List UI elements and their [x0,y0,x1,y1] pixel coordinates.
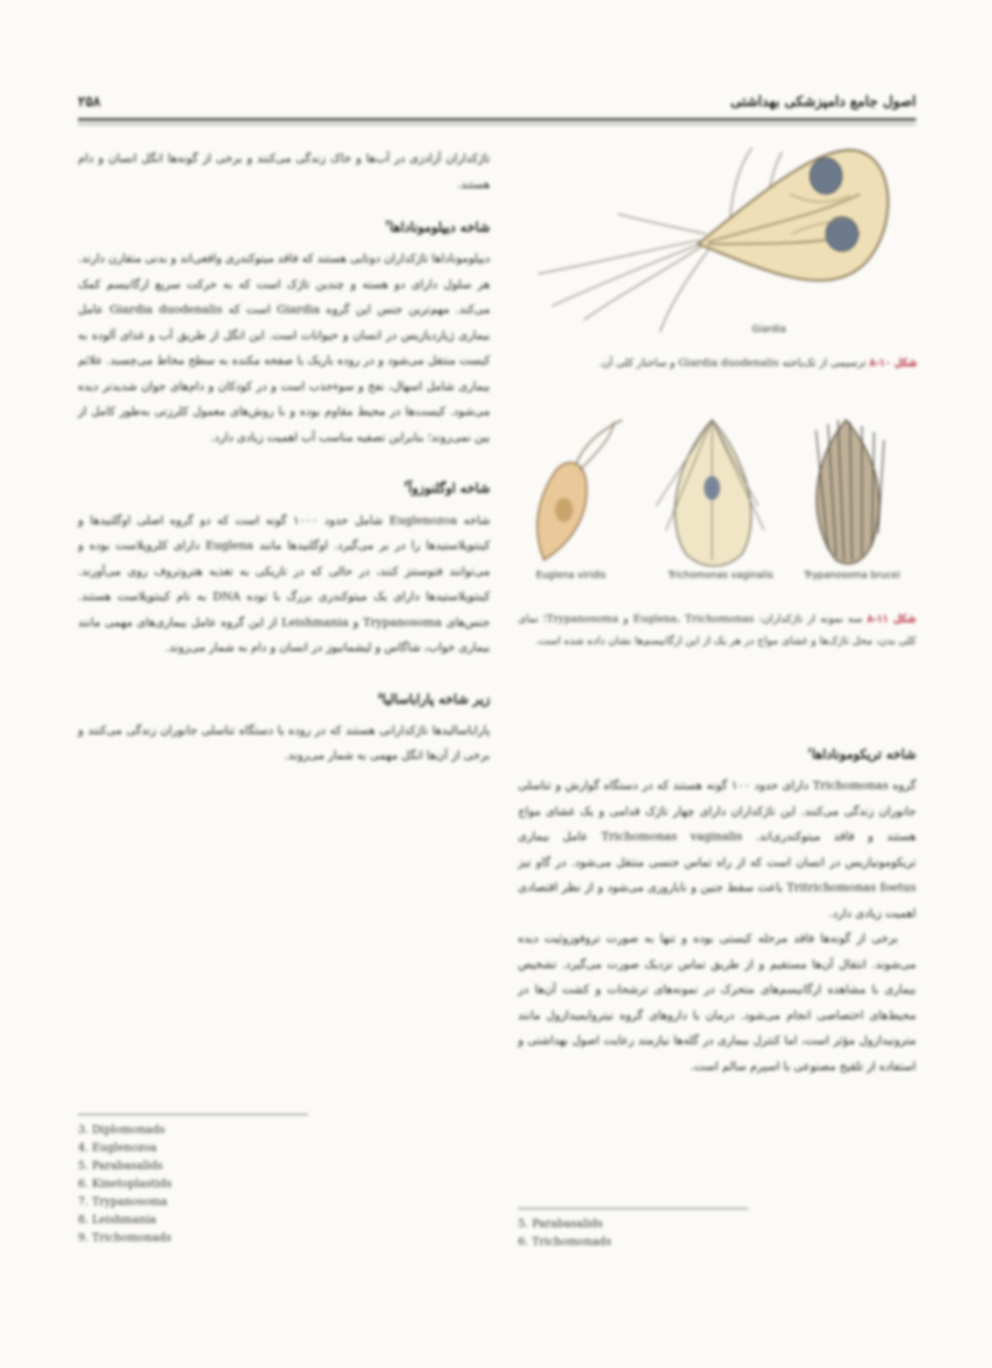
left-footnotes [78,1114,490,1247]
footnote: 6. Kinetoplastids [78,1177,172,1190]
figure-flagellates [516,410,918,590]
section-title-diplomonads: شاخه دیپلوموناداها$^۳$ [385,218,490,236]
footnote-rule [78,1114,308,1115]
footnote: 6. Trichomonads [518,1235,612,1248]
figure-caption-text: ترسیمی از تک‌یاخته Giardia duodenalis و ساختار کلی آن. [598,357,867,369]
trypanosoma-drawing [816,420,884,564]
section-text-continued: برخی از گونه‌ها فاقد مرحله کیستی بوده و تنها به صورت تروفوزوئیت دیده می‌شوند. انتقال آن‌ها مستقیم و از طریق تماس نزدیک صورت می‌گیرد. تشخیص بیماری با مشاهده ارگانیسم‌های متحرک در نمونه‌های ترشحات و کشت آن‌ها در محیط‌های اختصاصی انجام می‌شود. درمان با داروهای گروه نیتروایمیدازول مانند مترونیدازول مؤثر است، اما کنترل بیماری در گله‌ها نیازمند رعایت اصول بهداشتی و استفاده از تلقیح مصنوعی با اسپرم سالم است. [518,931,916,1073]
footnote: 3. Diplomonads [78,1123,165,1136]
left-column [78,146,490,769]
section-title-parabasalids: زیر شاخه پاراباسالیا$^۵$ [377,689,490,707]
column-intro: تاژکداران آزادزی در آب‌ها و خاک زندگی می‌کنند و برخی از گونه‌ها انگل انسان و دام هستند. [78,151,490,191]
figure-sublabel-euglena: Euglena viridis [536,570,606,581]
footnote: 4. Euglenozoa [78,1141,157,1154]
figure-caption-text: سه نمونه از تاژکداران: Euglena، Trichomonas و Trypanosoma؛ نمای کلی بدن، محل تاژک‌ها و غشای مواج در هر یک از این ارگانیسم‌ها نشان داده شده است. [518,613,916,647]
footnote: 7. Trypanosoma [78,1195,168,1208]
header-rule-thin [78,124,916,125]
right-column [518,738,916,1079]
figure-sublabel-giardia: Giardia [752,324,787,335]
section-text-euglenozoa: شاخه Euglenozoa شامل حدود ۱۰۰۰ گونه است که دو گروه اصلی اوگلنیدها و کینتوپلاستیدها را در بر می‌گیرد. اوگلنیدها مانند Euglena دارای کلروپلاست بوده و می‌توانند فتوسنتز کنند، در حالی که در تاریکی به تغذیه هتروتروف روی می‌آورند. کینتوپلاستیدها دارای یک میتوکندری بزرگ با توده DNA به نام کینتوپلاست هستند. جنس‌های Trypanosoma و Leishmania از این گروه عامل بیماری‌های مهمی مانند بیماری خواب، شاگاس و لیشمانیوز در انسان و دام به شمار می‌روند. [78,512,491,655]
section-text-diplomonads: دیپلوموناداها تاژکداران دوتایی هستند که فاقد میتوکندری واقعی‌اند و بدنی متقارن دارند. هر سلول دارای دو هسته و چندین تاژک است که به حرکت سریع ارگانیسم کمک می‌کند. مهم‌ترین جنس این گروه Giardia است که Giardia duodenalis عامل بیماری ژیاردیازیس در انسان و حیوانات است. این انگل از طریق آب و غذای آلوده به کیست منتقل می‌شود و در روده باریک با صفحه مکنده به سطح مخاط می‌چسبد. علائم بیماری شامل اسهال، نفخ و سوءجذب است و در کودکان و دام‌های جوان شدیدتر دیده می‌شود. کیست‌ها در محیط مقاوم بوده و با روش‌های معمول کلرزنی به‌طور کامل از بین نمی‌روند؛ بنابراین تصفیه مناسب آب اهمیت زیادی دارد. [78,251,490,444]
footnote: 5. Parabasalids [518,1217,603,1230]
section-title-euglenozoa: شاخه اوگلنوزوآ$^۴$ [404,479,490,497]
section-title-trichomonads: شاخه تریکوموناداها$^۶$ [807,745,916,763]
figure-caption-giardia [555,352,917,374]
page-number: ۲۵۸ [78,94,101,110]
header-rule [78,118,916,121]
running-title: اصول جامع دامپزشکی بهداشتی [730,94,916,110]
footnote: 9. Trichomonads [78,1231,172,1244]
figure-sublabel-trichomonas: Trichomonas vaginalis [668,570,774,581]
section-text-parabasalids: پاراباسالیدها تاژکدارانی هستند که در روده یا دستگاه تناسلی جانوران زندگی می‌کنند و برخی از آن‌ها انگل مهمی به شمار می‌روند. [78,722,490,763]
euglena-drawing [537,420,622,560]
footnote-rule [518,1208,748,1209]
figure-label: شکل ۱۱-۸ [867,613,916,625]
giardia-illustration [530,134,920,344]
right-footnotes [518,1208,916,1251]
footnote: 8. Leishmania [78,1213,157,1226]
trichomonas-drawing [656,420,764,566]
flagellates-illustration [516,410,918,570]
figure-caption-flagellates [518,608,916,652]
figure-sublabel-trypanosoma: Trypanosoma brucei [804,570,901,581]
figure-label: شکل ۱۰-۸ [869,357,917,369]
running-header [78,92,916,126]
section-text-trichomonads: گروه Trichomonas دارای حدود ۱۰۰ گونه هستند که در دستگاه گوارش و تناسلی جانوران زندگی می‌کنند. این تاژکداران دارای چهار تاژک قدامی و یک غشای مواج هستند و فاقد میتوکندری‌اند. Trichomonas vaginalis عامل بیماری تریکومونیازیس در انسان است که از راه تماس جنسی منتقل می‌شود. در گاو نیز Tritrichomonas foetus باعث سقط جنین و ناباروری می‌شود و از نظر اقتصادی اهمیت زیادی دارد. [518,778,916,920]
footnote: 5. Parabasalids [78,1159,163,1172]
figure-giardia [530,134,920,344]
